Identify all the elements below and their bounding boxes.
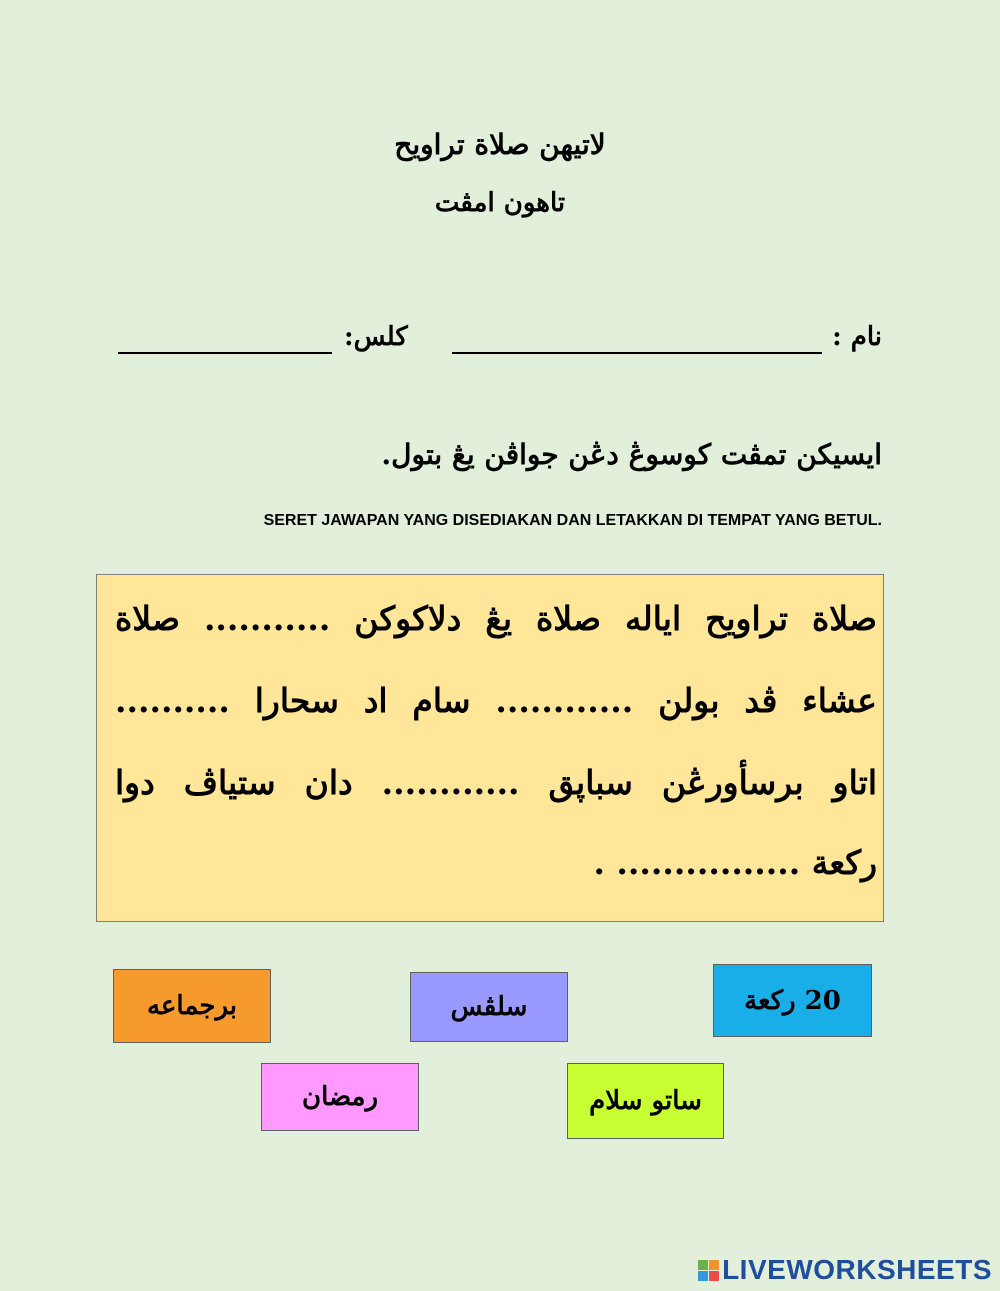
class-blank-line bbox=[118, 352, 332, 354]
passage-line: ركعة ................ . bbox=[593, 843, 877, 882]
answer-card-satu-salam[interactable]: ساتو سلام bbox=[567, 1063, 724, 1139]
name-blank-line bbox=[452, 352, 822, 354]
answer-card-ramadan[interactable]: رمضان bbox=[261, 1063, 419, 1131]
liveworksheets-branding bbox=[698, 1254, 992, 1286]
liveworksheets-logo-icon bbox=[698, 1260, 719, 1281]
passage-line: صلاة تراويح اياله صلاة يڠ دلاكوكن ........... صلاة bbox=[115, 599, 877, 638]
worksheet-title: لاتيهن صلاة تراويح bbox=[394, 128, 606, 161]
passage-box bbox=[96, 574, 884, 922]
answer-card-selepas[interactable]: سلڤس bbox=[410, 972, 568, 1042]
liveworksheets-wordmark: LIVEWORKSHEETS bbox=[722, 1254, 992, 1285]
worksheet-subtitle: تاهون امڤت bbox=[434, 188, 566, 218]
class-label: كلس: bbox=[344, 322, 408, 352]
instruction-rumi: SERET JAWAPAN YANG DISEDIAKAN DAN LETAKKAN DI TEMPAT YANG BETUL. bbox=[263, 512, 882, 529]
answer-card-20-rakaat[interactable]: 20 ركعة bbox=[713, 964, 872, 1037]
answer-card-berjemaah[interactable]: برجماعه bbox=[113, 969, 271, 1043]
passage-line: عشاء ڤد بولن ............ سام اد سحارا .......... bbox=[115, 681, 877, 720]
instruction-jawi: ايسيكن تمڤت كوسوڠ دڠن جواڤن يڠ بتول. bbox=[381, 438, 882, 471]
name-label: نام : bbox=[832, 322, 882, 352]
passage-line: اتاو برسأورڠن سباڽق ............ دان ستياڤ دوا bbox=[115, 763, 877, 802]
